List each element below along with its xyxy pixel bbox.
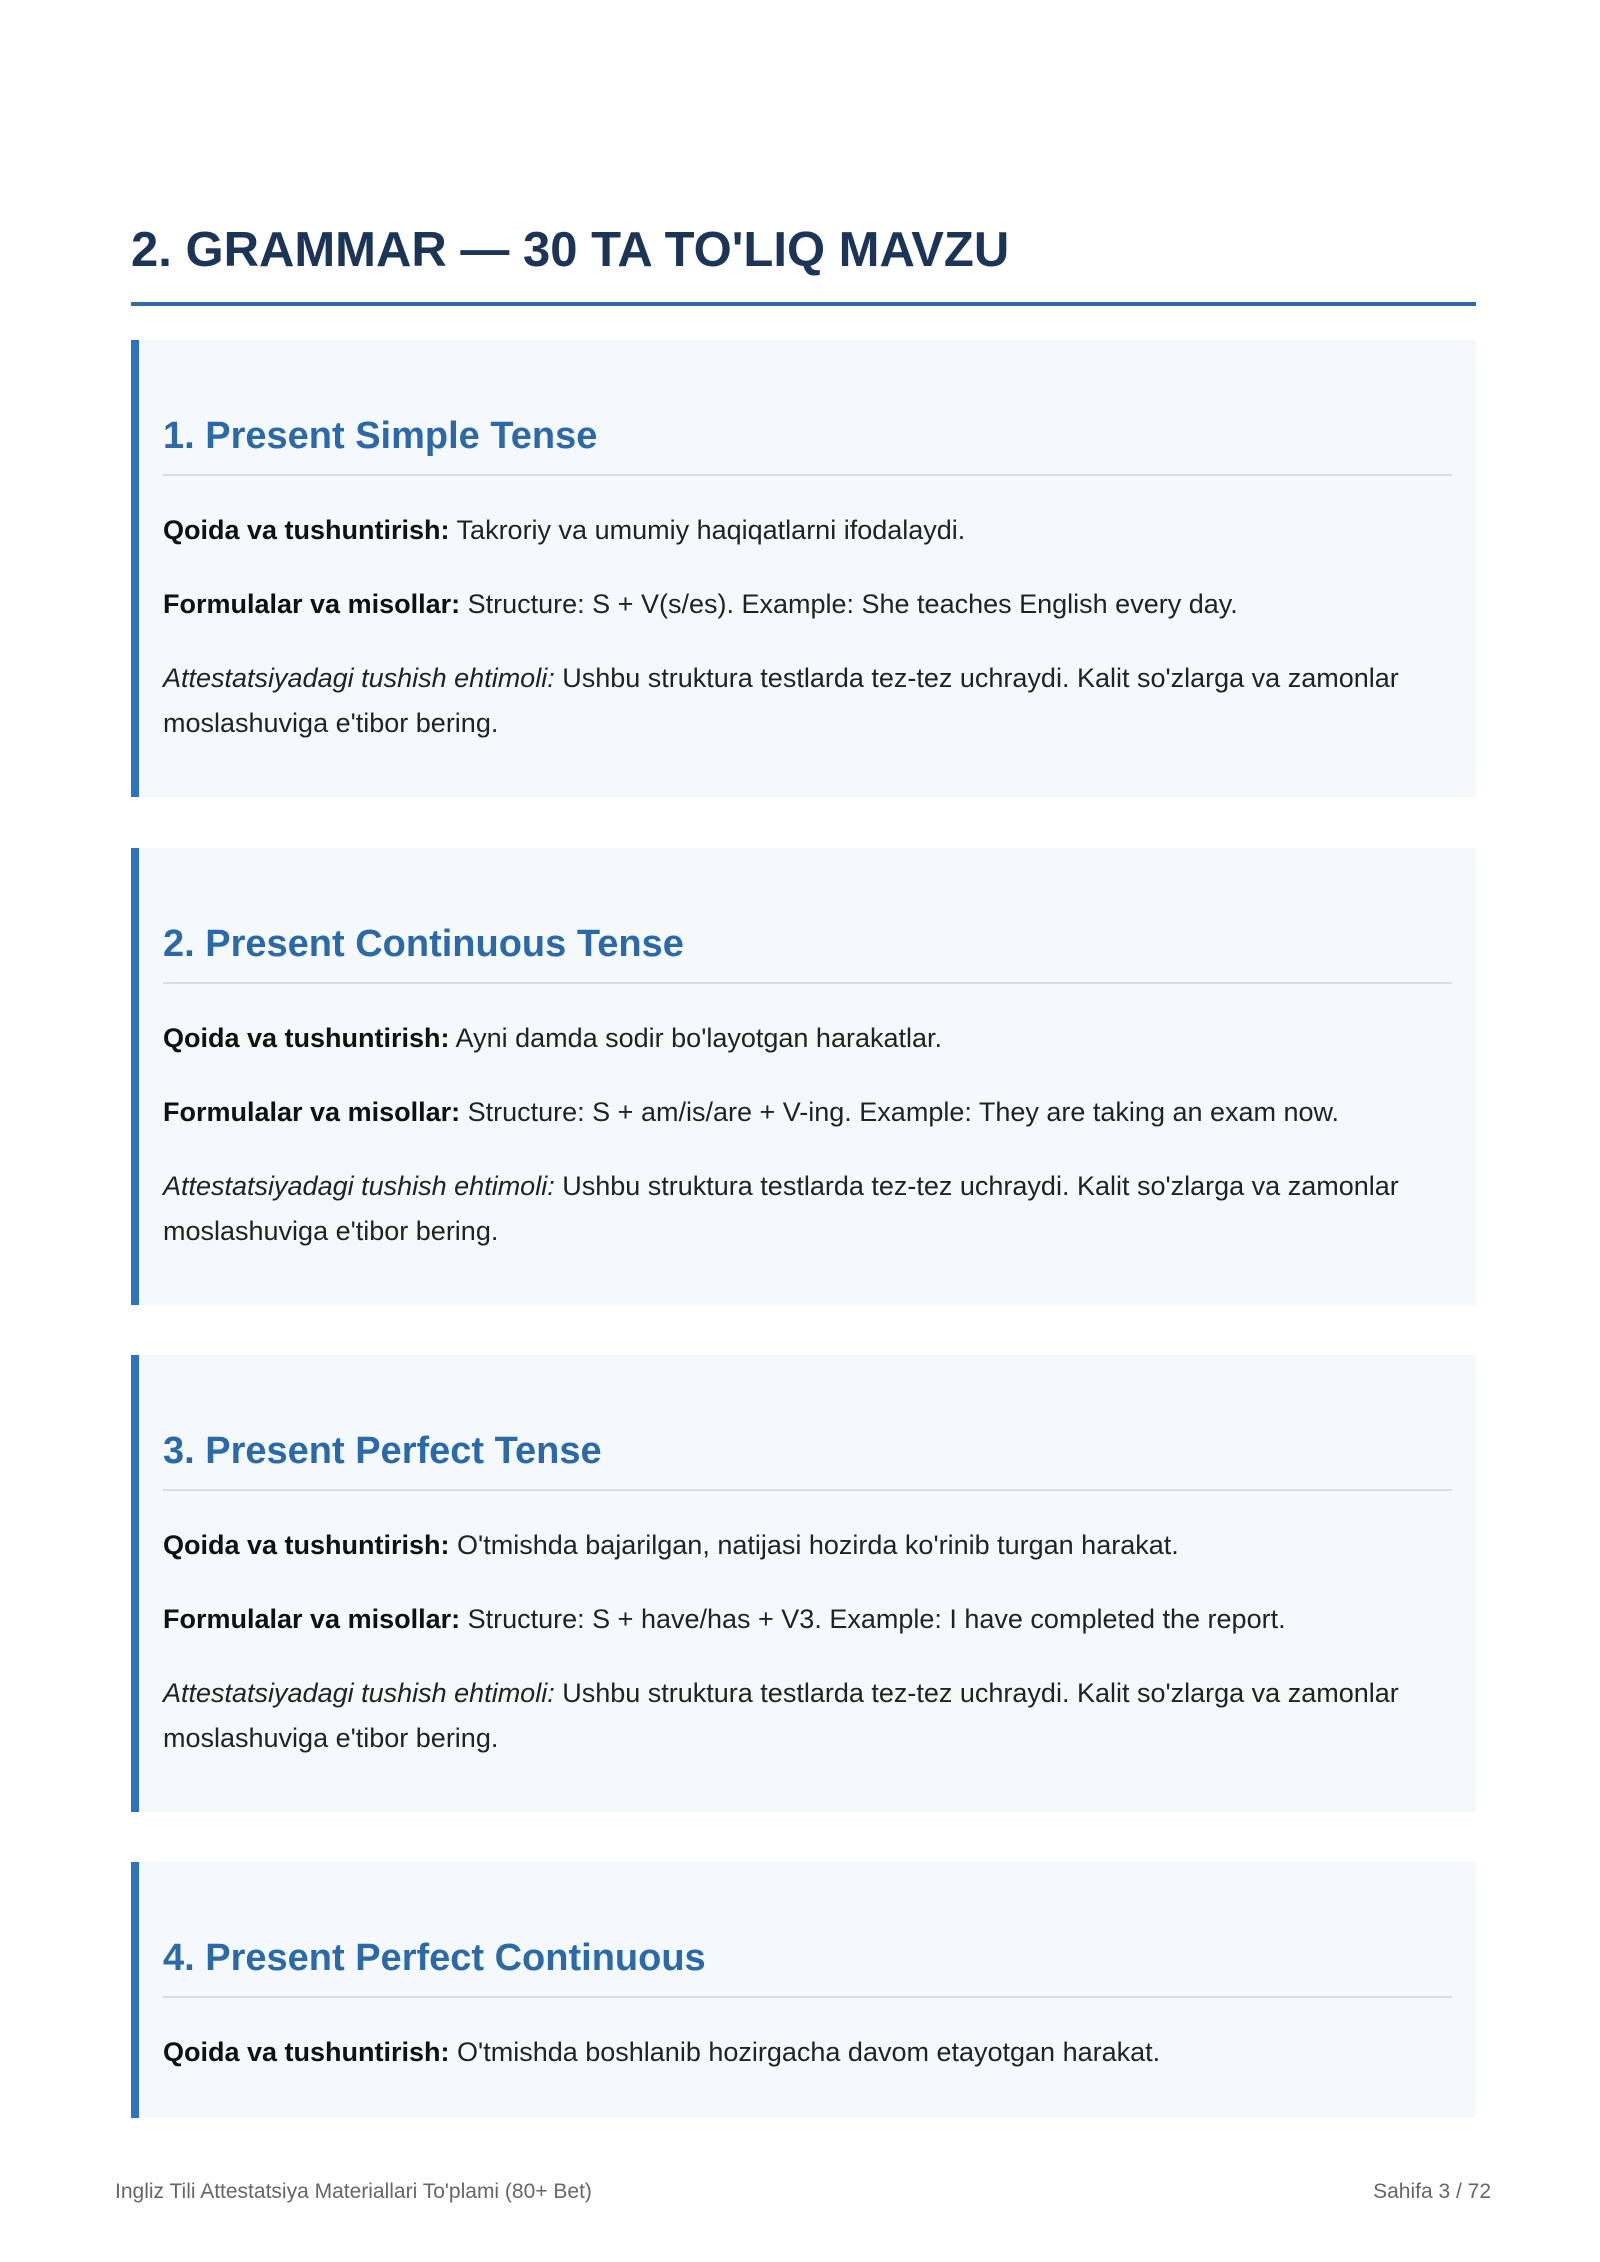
exam-text: Ushbu struktura testlarda tez-tez uchraydi. Kalit so'zlarga va zamonlar moslashuviga e'tibor bering. <box>163 1171 1399 1246</box>
topic-card <box>131 848 1476 1305</box>
rule-label: Qoida va tushuntirish: <box>163 1023 450 1053</box>
exam-line <box>163 1671 1452 1761</box>
rule-text: Takroriy va umumiy haqiqatlarni ifodalaydi. <box>456 515 966 545</box>
exam-label: Attestatsiyadagi tushish ehtimoli: <box>163 663 555 693</box>
formula-label: Formulalar va misollar: <box>163 1097 461 1127</box>
footer-document-title: Ingliz Tili Attestatsiya Materiallari To'plami (80+ Bet) <box>115 2180 592 2203</box>
rule-label: Qoida va tushuntirish: <box>163 1530 450 1560</box>
topic-card <box>131 1862 1476 2118</box>
formula-text: Structure: S + V(s/es). Example: She teaches English every day. <box>467 589 1238 619</box>
formula-line <box>163 1597 1452 1642</box>
exam-text: Ushbu struktura testlarda tez-tez uchraydi. Kalit so'zlarga va zamonlar moslashuviga e'tibor bering. <box>163 1678 1399 1753</box>
rule-label: Qoida va tushuntirish: <box>163 515 450 545</box>
formula-text: Structure: S + have/has + V3. Example: I have completed the report. <box>467 1604 1286 1634</box>
exam-line <box>163 656 1452 746</box>
exam-line <box>163 1164 1452 1254</box>
rule-line <box>163 1523 1452 1568</box>
rule-label: Qoida va tushuntirish: <box>163 2037 450 2067</box>
page-title: 2. GRAMMAR — 30 TA TO'LIQ MAVZU <box>131 220 1476 306</box>
footer-page-number: Sahifa 3 / 72 <box>1373 2180 1491 2203</box>
topic-title: 1. Present Simple Tense <box>163 412 1452 476</box>
formula-line <box>163 582 1452 627</box>
rule-text: O'tmishda boshlanib hozirgacha davom etayotgan harakat. <box>457 2037 1161 2067</box>
rule-text: O'tmishda bajarilgan, natijasi hozirda ko'rinib turgan harakat. <box>457 1530 1179 1560</box>
exam-label: Attestatsiyadagi tushish ehtimoli: <box>163 1171 555 1201</box>
topic-card <box>131 1355 1476 1812</box>
rule-line <box>163 2030 1452 2075</box>
exam-label: Attestatsiyadagi tushish ehtimoli: <box>163 1678 555 1708</box>
formula-text: Structure: S + am/is/are + V-ing. Example: They are taking an exam now. <box>467 1097 1340 1127</box>
topic-title: 4. Present Perfect Continuous <box>163 1934 1452 1998</box>
rule-text: Ayni damda sodir bo'layotgan harakatlar. <box>455 1023 943 1053</box>
formula-label: Formulalar va misollar: <box>163 1604 461 1634</box>
rule-line <box>163 1016 1452 1061</box>
rule-line <box>163 508 1452 553</box>
formula-line <box>163 1090 1452 1135</box>
exam-text: Ushbu struktura testlarda tez-tez uchraydi. Kalit so'zlarga va zamonlar moslashuviga e'tibor bering. <box>163 663 1399 738</box>
topic-title: 3. Present Perfect Tense <box>163 1427 1452 1491</box>
topic-card <box>131 340 1476 797</box>
formula-label: Formulalar va misollar: <box>163 589 461 619</box>
topic-title: 2. Present Continuous Tense <box>163 920 1452 984</box>
